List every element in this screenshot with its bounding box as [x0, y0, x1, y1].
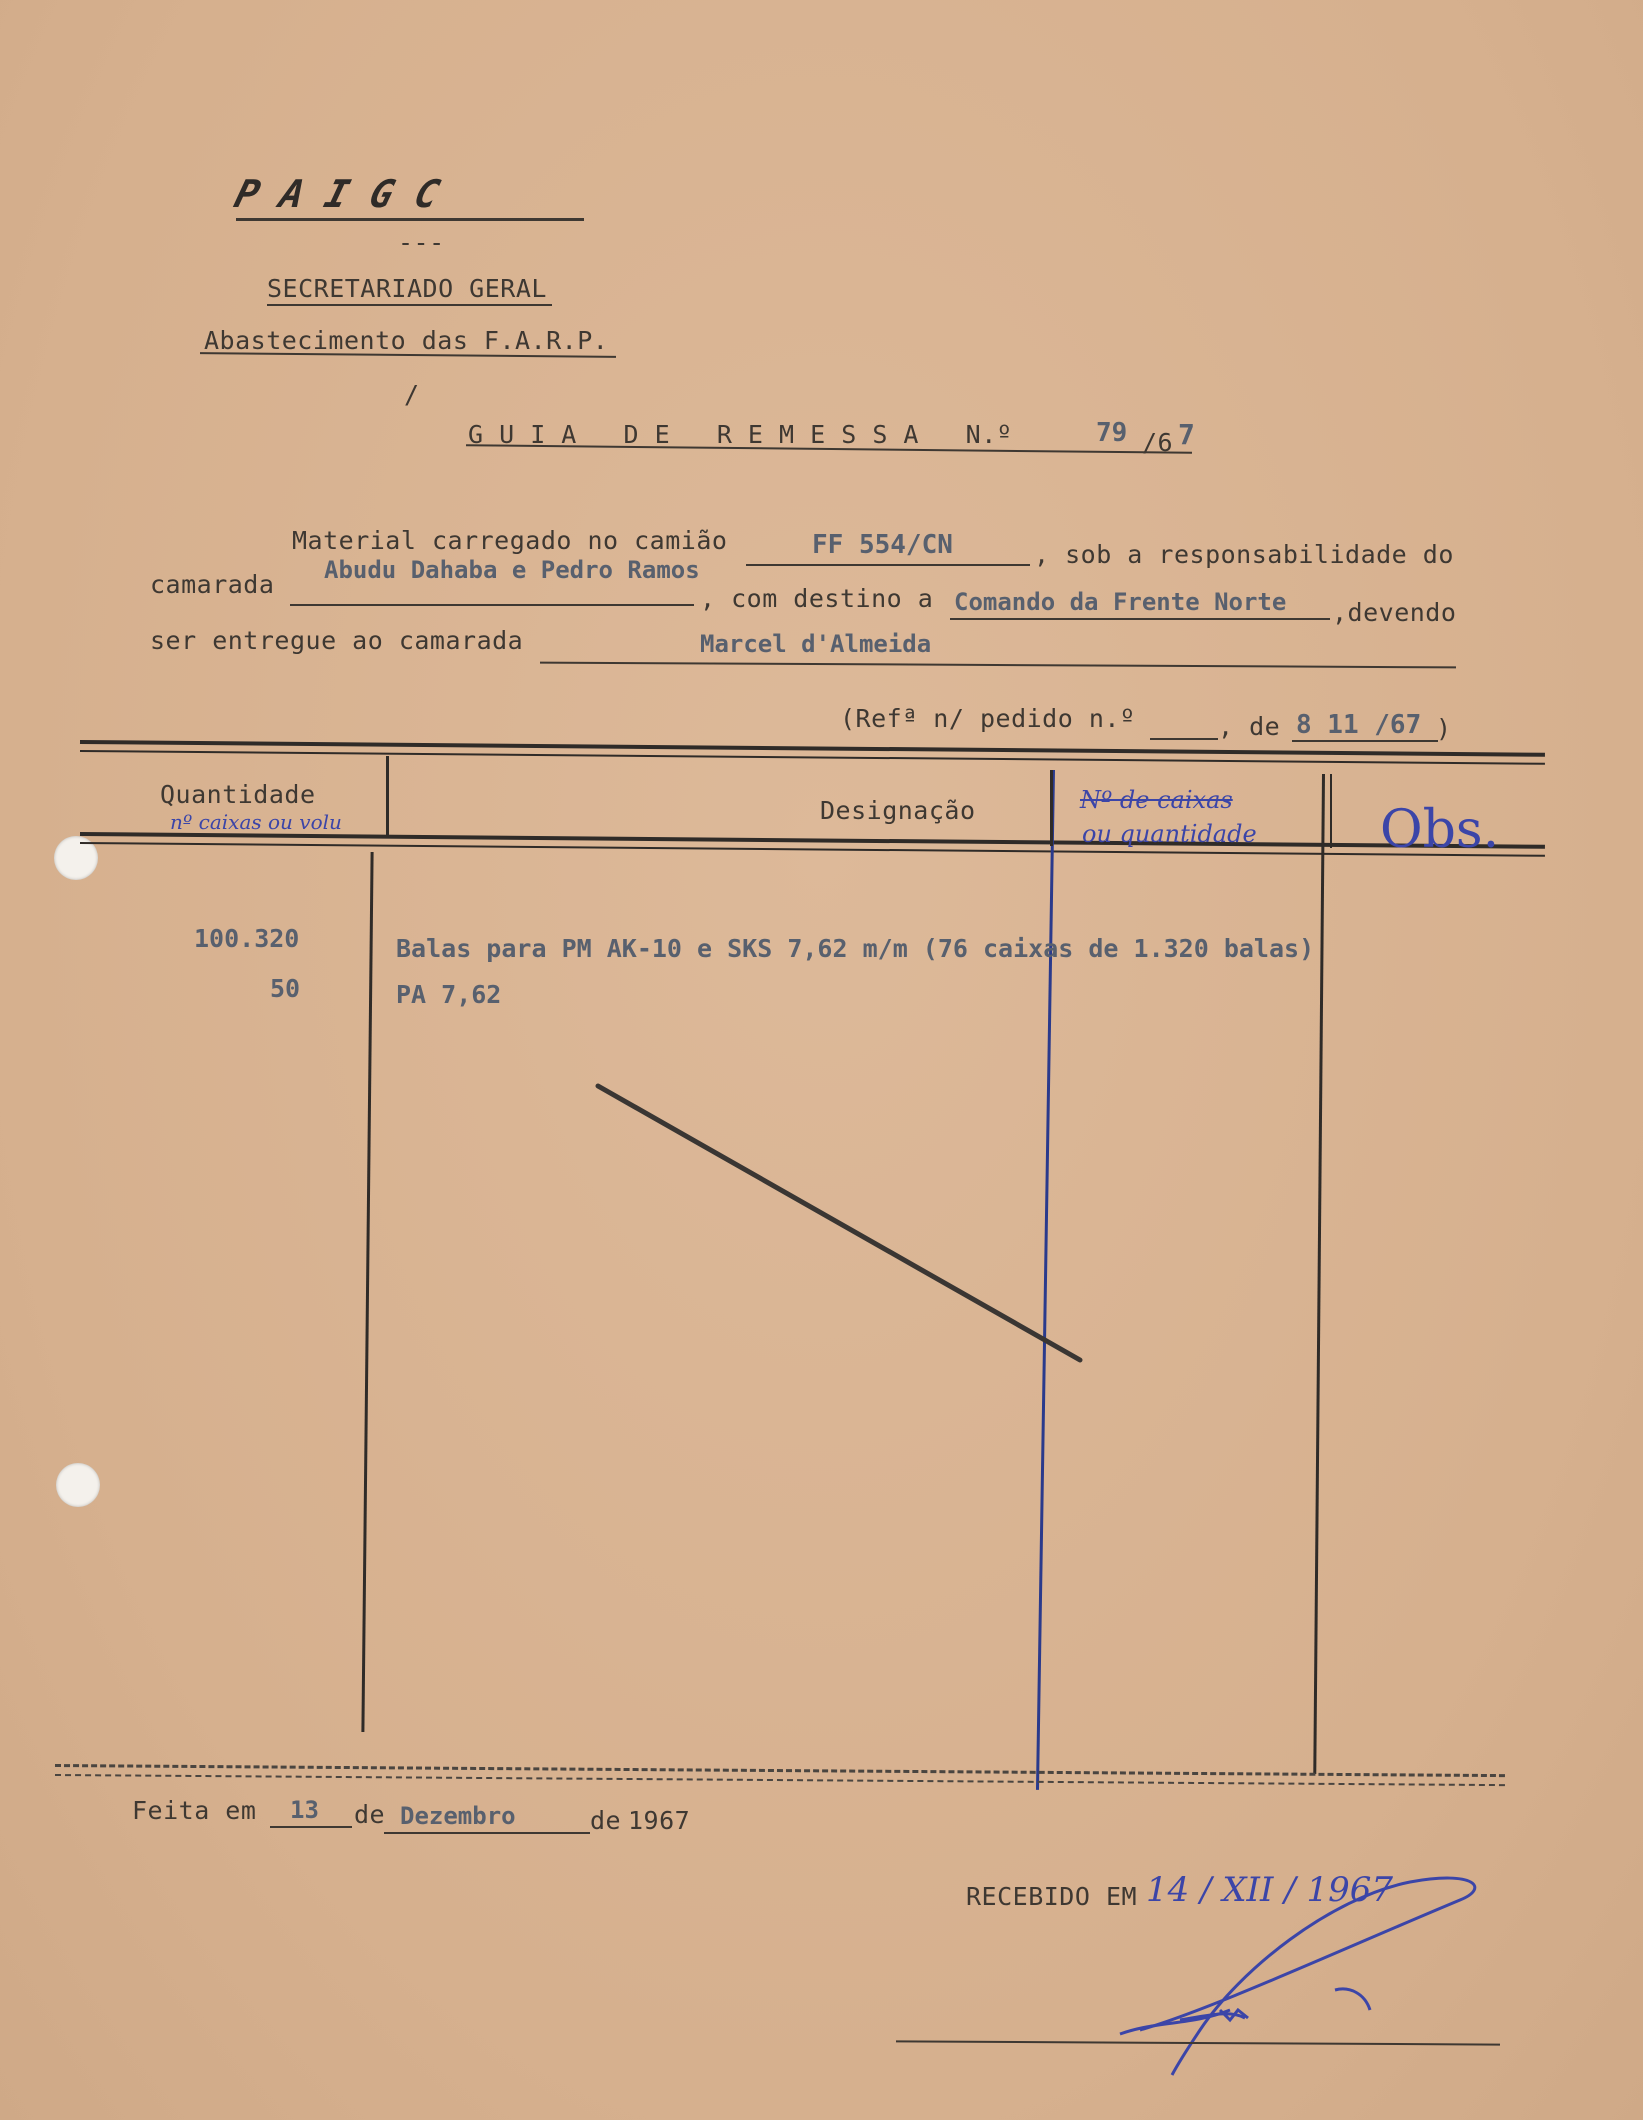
signature: [1080, 1860, 1500, 2090]
reference-number-underline: [1150, 738, 1218, 740]
made-month: Dezembro: [400, 1802, 516, 1830]
destination-label: , com destino a: [700, 584, 934, 613]
made-year: 1967: [628, 1806, 691, 1835]
table-bottom-rule-2: [55, 1774, 1505, 1786]
made-month-underline: [384, 1832, 590, 1834]
received-label: RECEBIDO EM: [966, 1882, 1138, 1911]
recipient-name: Marcel d'Almeida: [700, 630, 932, 658]
made-on-label: Feita em: [132, 1796, 257, 1825]
responsible-underline: [290, 604, 694, 606]
organization-logo: PAIGC: [230, 172, 467, 216]
recipient-label: ser entregue ao camarada: [150, 626, 524, 655]
header-slash: /: [404, 380, 420, 409]
remittance-year-digit: 7: [1178, 418, 1195, 451]
destination-underline: [950, 618, 1330, 620]
logo-underline: [236, 218, 584, 221]
department-name: SECRETARIADO GERAL: [267, 274, 547, 303]
truck-underline: [746, 564, 1030, 566]
column-divider-quantity: [386, 756, 389, 836]
destination-name: Comando da Frente Norte: [954, 588, 1287, 616]
column-divider-boxes-2: [1330, 774, 1332, 848]
header-bottom-rule: [80, 832, 1545, 849]
column-divider-boxes: [1313, 774, 1325, 1774]
column-divider-designation-header: [1050, 770, 1053, 846]
punch-hole-bottom: [56, 1463, 100, 1507]
cancellation-stroke: [590, 1080, 1090, 1370]
truck-plate: FF 554/CN: [812, 530, 953, 560]
header-boxes-struck: Nº de caixas: [1080, 786, 1233, 814]
row-2-designation: PA 7,62: [396, 980, 502, 1009]
reference-date: 8 11 /67: [1296, 710, 1422, 740]
header-boxes-note: ou quantidade: [1082, 820, 1257, 848]
truck-label: Material carregado no camião: [292, 526, 728, 555]
table-top-rule: [80, 740, 1545, 757]
header-obs: Obs.: [1380, 800, 1500, 860]
header-designation: Designação: [820, 796, 976, 825]
comrade-label: camarada: [150, 570, 275, 599]
responsible-names: Abudu Dahaba e Pedro Ramos: [324, 556, 700, 584]
department-underline: [267, 304, 552, 306]
reference-label: (Refª n/ pedido n.º: [840, 704, 1136, 733]
column-divider-quantity-body: [361, 852, 373, 1732]
reference-date-underline: [1292, 740, 1438, 742]
row-2-quantity: 50: [270, 974, 301, 1003]
remittance-year-prefix: /6: [1142, 428, 1174, 457]
document-title: G U I A D E R E M E S S A N.º: [468, 420, 1013, 449]
made-day-underline: [270, 1826, 352, 1828]
reference-date-label: , de: [1218, 712, 1281, 741]
remittance-number: 79: [1096, 418, 1128, 448]
row-1-designation: Balas para PM AK-10 e SKS 7,62 m/m (76 caixas de 1.320 balas): [396, 934, 1315, 963]
reference-close: ): [1436, 714, 1452, 743]
made-of-2: de: [590, 1806, 622, 1835]
recipient-underline: [540, 662, 1456, 669]
section-name: Abastecimento das F.A.R.P.: [204, 326, 609, 355]
header-quantity-note: nº caixas ou volu: [170, 810, 342, 834]
delivery-label: ,devendo: [1332, 598, 1457, 627]
logo-dashes: ---: [398, 228, 445, 257]
received-date: 14 / XII / 1967: [1146, 1870, 1393, 1910]
made-of-1: de: [354, 1800, 386, 1829]
row-1-quantity: 100.320: [194, 924, 300, 953]
header-quantity: Quantidade: [160, 780, 316, 809]
made-day: 13: [290, 1796, 319, 1824]
responsibility-label: , sob a responsabilidade do: [1034, 540, 1454, 569]
